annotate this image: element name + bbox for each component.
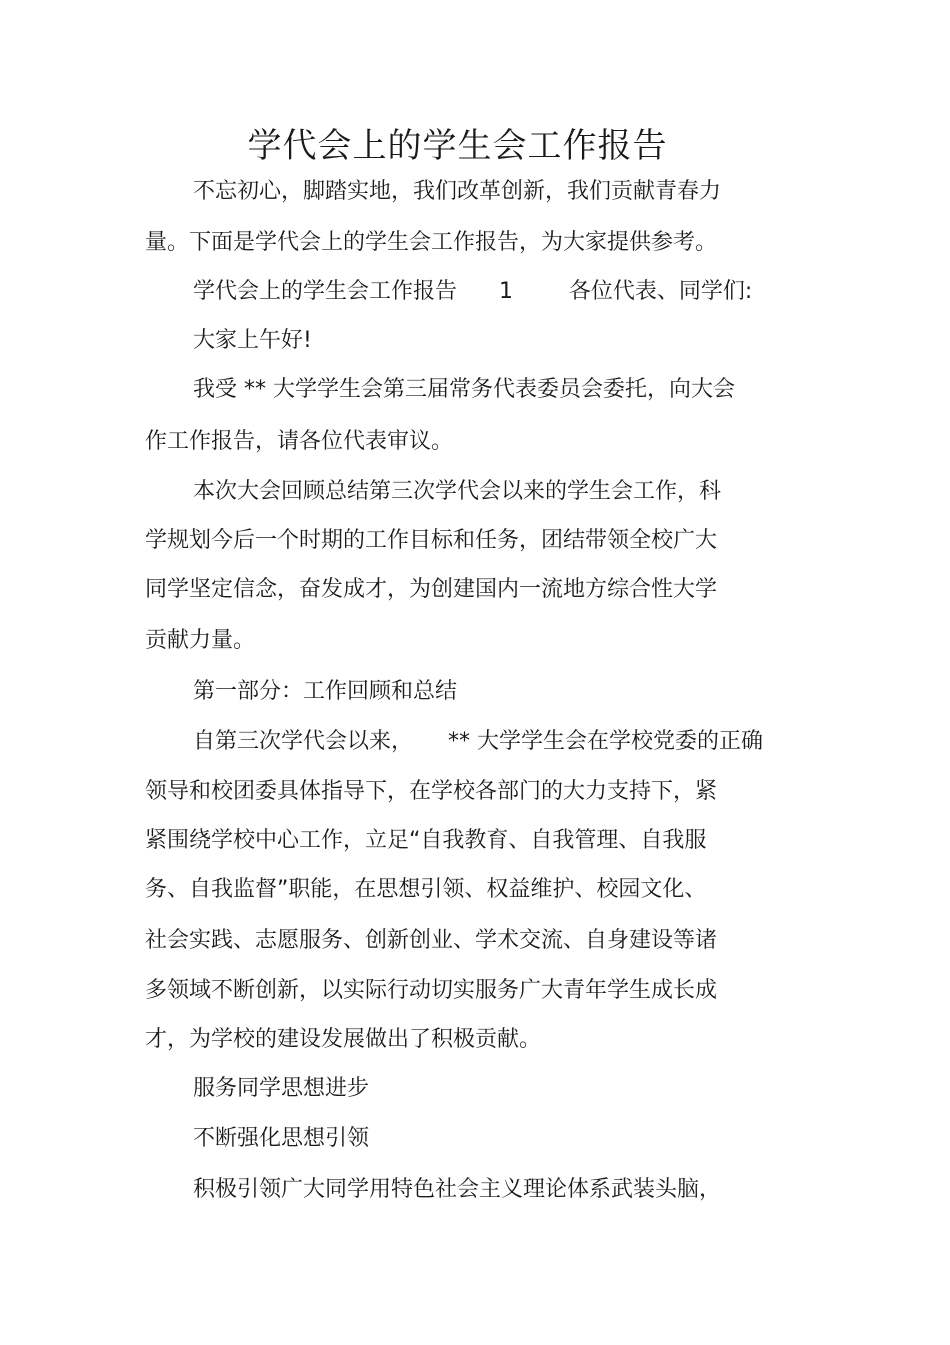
body-line: 多领域不断创新，以实际行动切实服务广大青年学生成长成 bbox=[145, 978, 718, 1003]
body-line: 社会实践、志愿服务、创新创业、学术交流、自身建设等诸 bbox=[145, 928, 718, 953]
body-line: 务、自我监督”职能，在思想引领、权益维护、校园文化、 bbox=[145, 877, 707, 902]
body-line: 积极引领广大同学用特色社会主义理论体系武装头脑， bbox=[193, 1177, 722, 1202]
body-line: 学代会上的学生会工作报告 1 各位代表、同学们: bbox=[193, 279, 753, 304]
body-line: 不忘初心，脚踏实地，我们改革创新，我们贡献青春力 bbox=[193, 179, 722, 204]
body-line: 量。下面是学代会上的学生会工作报告，为大家提供参考。 bbox=[145, 230, 718, 255]
body-line: 紧围绕学校中心工作，立足“自我教育、自我管理、自我服 bbox=[145, 828, 707, 853]
body-line: 本次大会回顾总结第三次学代会以来的学生会工作，科 bbox=[193, 479, 722, 504]
section-heading: 第一部分：工作回顾和总结 bbox=[193, 679, 458, 704]
body-line: 才，为学校的建设发展做出了积极贡献。 bbox=[145, 1027, 542, 1052]
body-line: 大家上午好! bbox=[193, 328, 312, 353]
body-line: 我受 ** 大学学生会第三届常务代表委员会委托，向大会 bbox=[193, 377, 735, 402]
body-line: 贡献力量。 bbox=[145, 628, 256, 653]
body-line: 作工作报告，请各位代表审议。 bbox=[145, 429, 454, 454]
body-line: 自第三次学代会以来， ** 大学学生会在学校党委的正确 bbox=[193, 729, 763, 754]
subsection-heading: 服务同学思想进步 bbox=[193, 1076, 370, 1101]
body-line: 领导和校团委具体指导下，在学校各部门的大力支持下，紧 bbox=[145, 779, 718, 804]
document-title: 学代会上的学生会工作报告 bbox=[247, 126, 668, 166]
body-line: 同学坚定信念，奋发成才，为创建国内一流地方综合性大学 bbox=[145, 577, 718, 602]
subsection-heading: 不断强化思想引领 bbox=[193, 1126, 370, 1151]
body-line: 学规划今后一个时期的工作目标和任务，团结带领全校广大 bbox=[145, 528, 718, 553]
